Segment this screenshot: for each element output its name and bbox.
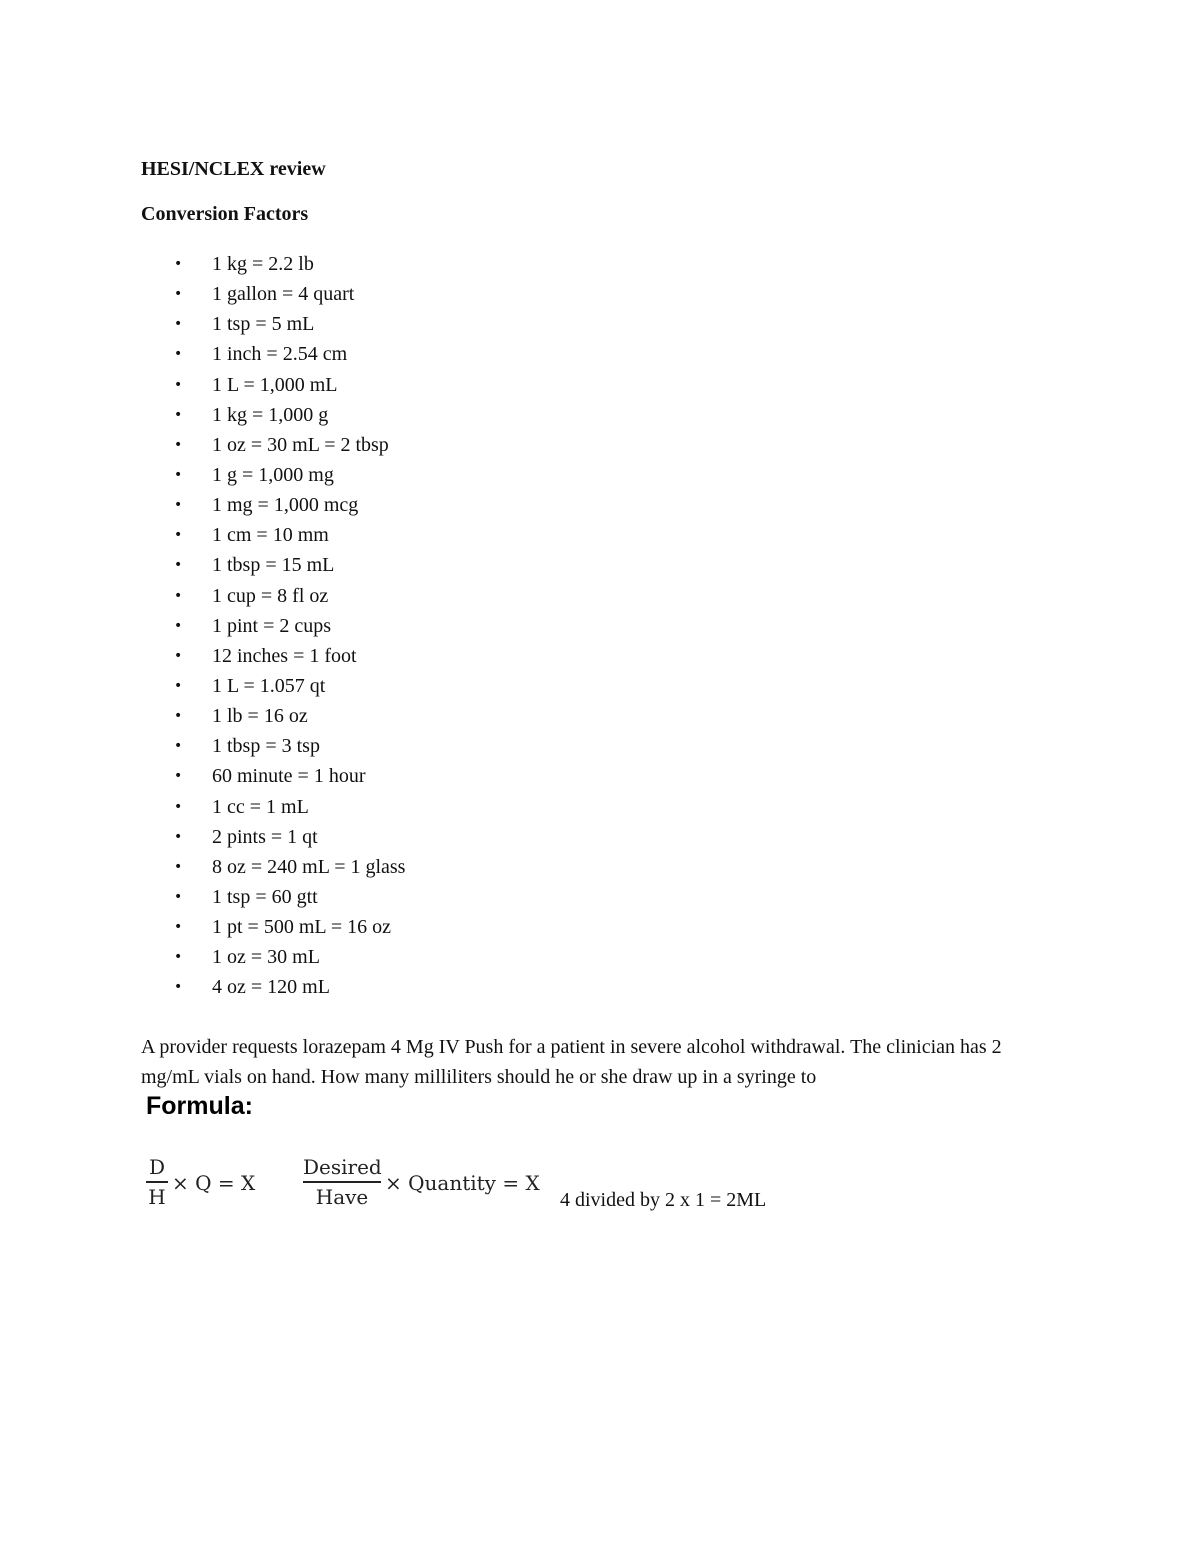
- conversion-factor-text: 1 L = 1,000 mL: [212, 373, 338, 396]
- bullet-icon: •: [174, 798, 183, 815]
- answer-text: 4 divided by 2 x 1 = 2ML: [560, 1189, 767, 1211]
- conversion-factor-text: 1 tsp = 60 gtt: [212, 885, 318, 908]
- bullet-icon: •: [174, 979, 183, 996]
- conversion-factor-text: 12 inches = 1 foot: [212, 644, 357, 667]
- bullet-icon: •: [174, 497, 183, 514]
- conversion-factor-text: 1 pt = 500 mL = 16 oz: [212, 916, 392, 939]
- formula-label: Formula:: [146, 1092, 253, 1120]
- fraction-numerator: Desired: [303, 1155, 382, 1179]
- fraction-bar: [303, 1181, 381, 1183]
- conversion-factor-text: 1 cm = 10 mm: [212, 524, 329, 547]
- section-heading: Conversion Factors: [141, 203, 309, 225]
- bullet-icon: •: [174, 466, 183, 483]
- conversion-factor-text: 1 g = 1,000 mg: [212, 463, 334, 486]
- bullet-icon: •: [174, 677, 183, 694]
- bullet-icon: •: [174, 286, 183, 303]
- bullet-icon: •: [174, 888, 183, 905]
- formula-fraction-long: [303, 1155, 381, 1209]
- fraction-denominator: H: [148, 1184, 166, 1209]
- conversion-factor-text: 1 kg = 2.2 lb: [212, 253, 314, 275]
- bullet-icon: •: [174, 346, 183, 363]
- bullet-icon: •: [174, 376, 183, 393]
- bullet-icon: •: [174, 587, 183, 604]
- fraction-denominator: Have: [315, 1184, 369, 1209]
- fraction-bar: [146, 1181, 168, 1183]
- bullet-icon: •: [174, 406, 183, 423]
- bullet-icon: •: [174, 858, 183, 875]
- formula-fraction-short: [146, 1155, 168, 1209]
- bullet-icon: •: [174, 557, 183, 574]
- conversion-factor-text: 8 oz = 240 mL = 1 glass: [212, 855, 406, 878]
- conversion-factor-text: 1 cc = 1 mL: [212, 795, 309, 818]
- conversion-factor-text: 4 oz = 120 mL: [212, 976, 330, 999]
- conversion-factor-text: 1 oz = 30 mL = 2 tbsp: [212, 433, 389, 456]
- conversion-factor-text: 1 tbsp = 3 tsp: [212, 735, 320, 758]
- formula-short-expression: × Q = X: [172, 1171, 256, 1195]
- bullet-icon: •: [174, 256, 183, 272]
- conversion-factor-text: 1 cup = 8 fl oz: [212, 584, 329, 607]
- bullet-icon: •: [174, 316, 183, 333]
- bullet-icon: •: [174, 436, 183, 453]
- conversion-factor-text: 1 tbsp = 15 mL: [212, 554, 335, 577]
- bullet-icon: •: [174, 708, 183, 725]
- fraction-numerator: D: [148, 1155, 166, 1179]
- document-title: HESI/NCLEX review: [141, 158, 326, 180]
- bullet-icon: •: [174, 617, 183, 634]
- conversion-factor-text: 1 oz = 30 mL: [212, 946, 320, 969]
- bullet-icon: •: [174, 527, 183, 544]
- bullet-icon: •: [174, 738, 183, 755]
- conversion-factor-text: 1 lb = 16 oz: [212, 705, 308, 728]
- conversion-factor-text: 1 L = 1.057 qt: [212, 674, 326, 697]
- bullet-icon: •: [174, 919, 183, 936]
- conversion-factor-text: 1 kg = 1,000 g: [212, 403, 329, 426]
- bullet-icon: •: [174, 949, 183, 966]
- bullet-icon: •: [174, 768, 183, 785]
- conversion-factor-text: 2 pints = 1 qt: [212, 825, 318, 848]
- conversion-factor-text: 1 mg = 1,000 mcg: [212, 494, 359, 517]
- bullet-icon: •: [174, 647, 183, 664]
- bullet-icon: •: [174, 828, 183, 845]
- question-text: A provider requests lorazepam 4 Mg IV Push for a patient in severe alcohol withdrawal. The clinician has 2 mg/mL vials on hand. How many milliliters should he or she draw up in a syringe to: [141, 1036, 1002, 1088]
- conversion-factor-text: 1 tsp = 5 mL: [212, 313, 315, 336]
- conversion-factor-text: 60 minute = 1 hour: [212, 765, 366, 788]
- formula-long-expression: × Quantity = X: [385, 1171, 540, 1195]
- conversion-factor-text: 1 pint = 2 cups: [212, 614, 332, 637]
- conversion-factor-text: 1 inch = 2.54 cm: [212, 343, 348, 366]
- conversion-factor-text: 1 gallon = 4 quart: [212, 283, 355, 306]
